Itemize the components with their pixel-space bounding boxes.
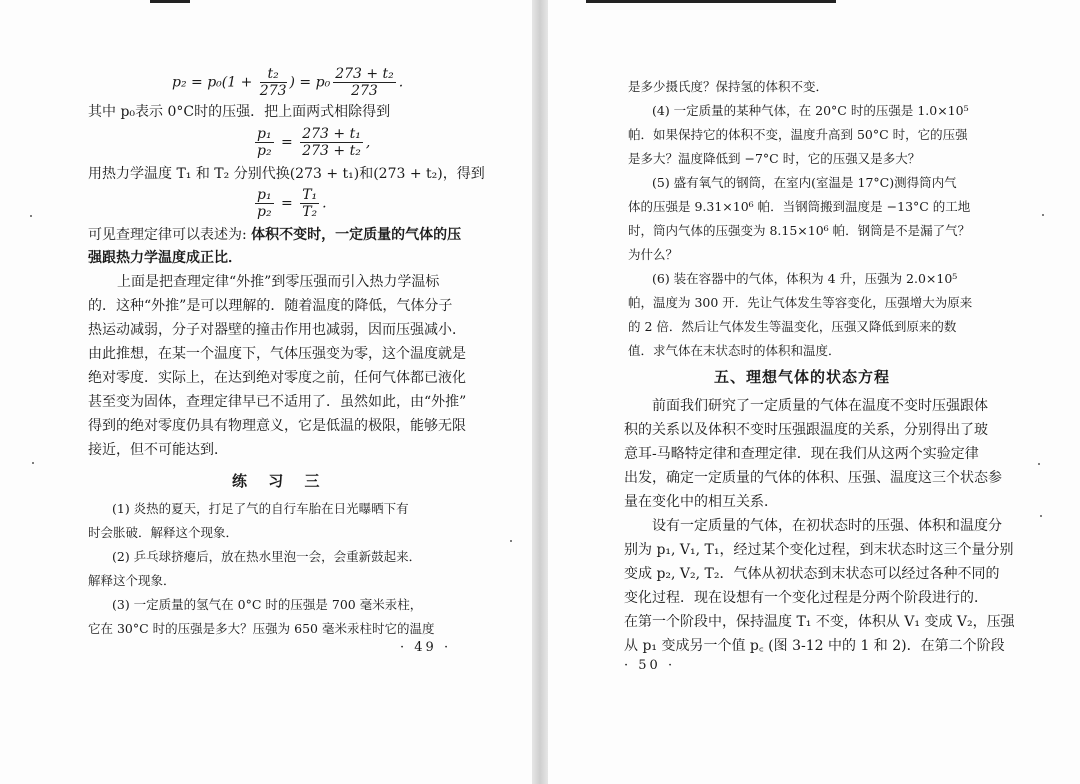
exercise-line: (1) 炎热的夏天，打足了气的自行车胎在日光曝晒下有 [112, 501, 409, 516]
text-line: 其中 p₀表示 0°C时的压强．把上面两式相除得到 [88, 104, 391, 120]
fraction [255, 126, 274, 159]
left-page [0, 0, 532, 784]
scan-speck [1042, 214, 1044, 216]
exercise-line: (5) 盛有氧气的钢筒，在室内(室温是 17°C)测得筒内气 [652, 175, 957, 190]
text-line: 用热力学温度 T₁ 和 T₂ 分别代换(273 + t₁)和(273 + t₂)，得到 [88, 166, 485, 182]
equation-text: p₂ = p₀(1 + [172, 74, 257, 91]
exercise-line: (4) 一定质量的某种气体，在 20°C 时的压强是 1.0×10⁵ [652, 103, 969, 118]
denominator: 273 [351, 83, 378, 99]
equation-temperature-ratio: $\frac{\text{p₁}}{\text{p₂}}$ = $\frac{\text{T₁}}{\text{T₂}}$ . [257, 187, 327, 220]
paragraph-line: 积的关系以及体积不变时压强跟温度的关系，分别得出了玻 [624, 422, 988, 438]
paragraph-line: 出发，确定一定质量的气体的体积、压强、温度这三个状态参 [624, 470, 1002, 486]
paragraph-line: 绝对零度．实际上，在达到绝对零度之前，任何气体都已液化 [88, 370, 466, 386]
paragraph-line: 在第一个阶段中，保持温度 T₁ 不变，体积从 V₁ 变成 V₂，压强 [624, 614, 1015, 630]
denominator: T₂ [302, 204, 318, 220]
numerator: T₁ [302, 187, 318, 203]
exercise-line: 的 2 倍．然后让气体发生等温变化，压强又降低到原来的数 [628, 319, 957, 334]
paragraph-line: 得到的绝对零度仍具有物理意义，它是低温的极限，能够无限 [88, 418, 466, 434]
page-number: · 50 · [624, 658, 676, 673]
equation-text: . [322, 195, 327, 212]
paragraph-line: 变化过程．现在设想有一个变化过程是分两个阶段进行的． [624, 590, 988, 606]
paragraph-line: 意耳-马略特定律和查理定律．现在我们从这两个实验定律 [624, 446, 979, 462]
paragraph-line: 设有一定质量的气体，在初状态时的压强、体积和温度分 [652, 518, 1002, 534]
exercise-line: (2) 乒乓球挤瘪后，放在热水里泡一会，会重新鼓起来． [112, 549, 422, 564]
scan-speck [30, 215, 32, 217]
exercise-line: 帕．如果保持它的体积不变，温度升高到 50°C 时，它的压强 [628, 127, 968, 142]
exercise-line: 它在 30°C 时的压强是多大？压强为 650 毫米汞柱时它的温度 [88, 621, 435, 636]
equation-p2 [172, 66, 403, 99]
paragraph-line: 变成 p₂, V₂, T₂．气体从初状态到末状态可以经过各种不同的 [624, 566, 1000, 582]
exercise-line: 时，筒内气体的压强变为 8.15×10⁶ 帕．钢筒是不是漏了气？ [628, 223, 971, 238]
paragraph-line: 由此推想，在某一个温度下，气体压强变为零，这个温度就是 [88, 346, 466, 362]
paragraph-line: 的．这种“外推”是可以理解的．随着温度的降低，气体分子 [88, 298, 453, 314]
fraction [300, 187, 319, 220]
law-statement [88, 224, 461, 247]
scan-speck [1040, 515, 1042, 517]
exercise-line: 帕，温度为 300 开．先让气体发生等容变化，压强增大为原来 [628, 295, 973, 310]
paragraph-line: 别为 p₁, V₁, T₁，经过某个变化过程，到末状态时这三个量分别 [624, 542, 1014, 558]
scan-speck [32, 462, 34, 464]
exercise-line: 是多少摄氏度？保持氢的体积不变． [628, 79, 829, 94]
book-gutter [532, 0, 548, 784]
exercise-line: (3) 一定质量的氢气在 0°C 时的压强是 700 毫米汞柱， [112, 597, 423, 612]
top-rule [586, 0, 836, 3]
numerator: t₂ [260, 66, 287, 83]
scan-speck [510, 540, 512, 542]
exercise-line: 是多大？温度降低到 −7°C 时，它的压强又是多大？ [628, 151, 921, 166]
denominator: 273 + t₂ [302, 143, 361, 159]
numerator: 273 + t₁ [302, 126, 361, 142]
equation-text: , [365, 134, 371, 151]
paragraph-line: 接近，但不可能达到． [88, 442, 228, 458]
law-bold-text: 强跟热力学温度成正比． [88, 250, 242, 266]
exercise-line: 体的压强是 9.31×10⁶ 帕．当钢筒搬到温度是 −13°C 的工地 [628, 199, 971, 214]
equation-text: . [398, 74, 404, 91]
exercise-line: 解释这个现象． [88, 573, 176, 588]
denominator: p₂ [257, 143, 272, 159]
top-rule [150, 0, 190, 3]
fraction [333, 66, 396, 99]
paragraph-line: 前面我们研究了一定质量的气体在温度不变时压强跟体 [652, 398, 988, 414]
section-title: 五、理想气体的状态方程 [714, 368, 891, 386]
text-span: 可见查理定律可以表述为: [88, 227, 252, 243]
equation-text: ) = p₀ [289, 74, 331, 91]
fraction [260, 66, 287, 99]
law-bold-text: 体积不变时，一定质量的气体的压 [251, 227, 462, 243]
denominator: 273 [259, 83, 287, 99]
paragraph-line: 从 p₁ 变成另一个值 p꜀ (图 3-12 中的 1 和 2)．在第二个阶段 [624, 638, 1005, 654]
page-number: · 49 · [400, 640, 452, 655]
paragraph-line: 甚至变为固体，查理定律早已不适用了．虽然如此，由“外推” [88, 394, 467, 410]
exercise-line: 为什么？ [628, 247, 679, 262]
exercise-line: (6) 装在容器中的气体，体积为 4 升，压强为 2.0×10⁵ [652, 271, 958, 286]
scan-speck [1038, 463, 1040, 465]
exercise-line: 时会胀破．解释这个现象． [88, 525, 239, 540]
numerator: 273 + t₂ [335, 66, 394, 82]
paragraph-line: 量在变化中的相互关系． [624, 494, 778, 510]
exercise-line: 值．求气体在末状态时的体积和温度． [628, 343, 841, 358]
exercise-title: 练 习 三 [232, 472, 328, 490]
numerator: p₁ [257, 126, 272, 142]
denominator: p₂ [257, 204, 272, 220]
equation-ratio: $\frac{\text{p₁}}{\text{p₂}}$ = $\frac{\text{273 + t₁}}{\text{273 + t₂}}$ , [257, 126, 371, 159]
fraction [255, 187, 274, 220]
numerator: p₁ [257, 187, 272, 203]
paragraph-line: 热运动减弱，分子对器壁的撞击作用也减弱，因而压强减小． [88, 322, 466, 338]
paragraph-line: 上面是把查理定律“外推”到零压强而引入热力学温标 [117, 274, 440, 290]
right-page [548, 0, 1080, 784]
fraction [300, 126, 363, 159]
